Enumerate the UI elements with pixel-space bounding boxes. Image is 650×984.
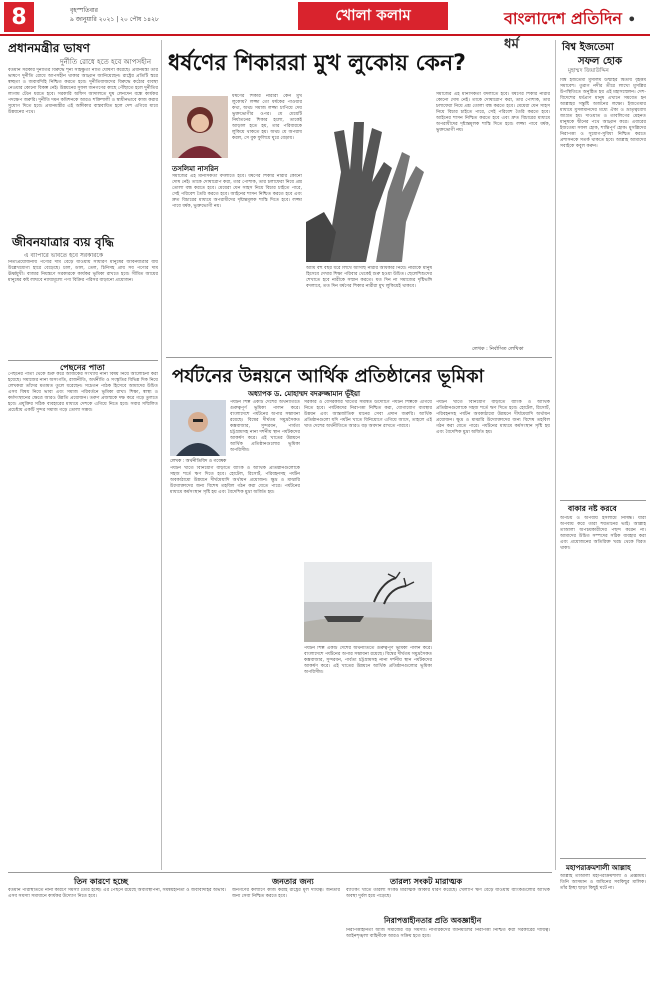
divider [560, 858, 646, 859]
hands-illustration [306, 92, 432, 262]
right-text-3: আল্লাহ তাআলা মহাপরাক্রমশালী ও প্রজ্ঞাময়। তিনি আসমান ও জমিনের সবকিছুর মালিক। তাঁর ইচ্ছা ছাড়া কিছুই ঘটে না। [560, 874, 646, 891]
logo-suffix: • ধর্ম [504, 13, 637, 52]
divider [8, 360, 158, 361]
col1-sub-2: এ ব্যাপারে ভাবতে হবে সরকারকে [24, 252, 104, 259]
main-text-2: সমাজের এই মানসিকতা বদলাতে হবে। ধর্ষণের শিকার নারীর কোনো দোষ নেই। তাকে দোষারোপ করা, তার পোশাক, তার চলাফেরা নিয়ে প্রশ্ন তোলা বন্ধ করতে হবে। মেয়েরা যেন সাহস নিয়ে বিচার চাইতে পারে, সেই পরিবেশ তৈরি করতে হবে। আইনের শাসন নিশ্চিত করতে হবে এবং দ্রুত বিচারের মাধ্যমে অপরাধীদের দৃষ্টান্তমূলক শাস্তি দিতে হবে। লজ্জা পাবে ধর্ষক, ভুক্তভোগী নয়। [172, 174, 302, 209]
date-line: বৃহস্পতিবার ৯ জানুয়ারি ২০২১ | ২০ পৌষ ১৪২৮ [70, 7, 159, 23]
right-head: বিশ্ব ইজতেমা [562, 42, 614, 53]
tourism-text-5: পর্যটন খাতে বিনিয়োগ বাড়াতে ব্যাংক ও আর্থিক প্রতিষ্ঠানগুলোকে সহজ শর্তে ঋণ দিতে হবে। হোটেল, রিসোর্ট, পরিবহনসহ পর্যটন অবকাঠামো উন্নয়নে দীর্ঘমেয়াদি অর্থায়ন প্রয়োজন। ক্ষুদ্র ও মাঝারি উদ্যোক্তাদের জন্য বিশেষ তহবিল গঠন করা যেতে পারে। পর্যটনের মাধ্যমে কর্মসংস্থান সৃষ্টি হয় এবং বৈদেশিক মুদ্রা অর্জিত হয়। [436, 400, 550, 435]
divider [560, 500, 646, 501]
tourism-author-photo [170, 400, 226, 456]
right-head-3: মহাপরাক্রমশালী আল্লাহ [566, 864, 631, 872]
divider [8, 872, 552, 873]
tourism-text-2: পর্যটন খাতে বিনিয়োগ বাড়াতে ব্যাংক ও আর্থিক প্রতিষ্ঠানগুলোকে সহজ শর্তে ঋণ দিতে হবে। হোটেল, রিসোর্ট, পরিবহনসহ পর্যটন অবকাঠামো উন্নয়নে দীর্ঘমেয়াদি অর্থায়ন প্রয়োজন। ক্ষুদ্র ও মাঝারি উদ্যোক্তাদের জন্য বিশেষ তহবিল গঠন করা যেতে পারে। পর্যটনের মাধ্যমে কর্মসংস্থান সৃষ্টি হয় এবং বৈদেশিক মুদ্রা অর্জিত হয়। [170, 466, 300, 495]
bottom-text-3: ব্যাংকিং খাতে তারল্য সংকট মারাত্মক আকার ধারণ করেছে। খেলাপি ঋণ বেড়ে যাওয়ায় ব্যাংকগুলোর আর্থিক অবস্থা দুর্বল হয়ে পড়েছে। [346, 888, 550, 899]
tourism-byline: অধ্যাপক ড. মোহাম্মদ বদরুজ্জামান ভূঁইয়া [248, 390, 361, 398]
main-text-1: ধর্ষণের শিকার নারীরা কেন মুখ লুকোয়? লজ্জা তো ধর্ষকের পাওয়ার কথা, অথচ সমাজ লজ্জা চাপিয়ে দেয় ভুক্তভোগীর ওপর। যে মেয়েটি নির্যাতনের শিকার হলো, তাকেই আড়াল হতে হয়, তার পরিবারকে লুকিয়ে থাকতে হয়। অথচ যে অপরাধ করল, সে বুক ফুলিয়ে ঘুরে বেড়ায়। [232, 94, 302, 141]
tourism-text-4: পর্যটন শিল্প একটি দেশের অর্থনীতিতে গুরুত্বপূর্ণ ভূমিকা পালন করে। বাংলাদেশে পর্যটনের অপার সম্ভাবনা রয়েছে। বিশ্বের দীর্ঘতম সমুদ্রসৈকত কক্সবাজার, সুন্দরবন, পার্বত্য চট্টগ্রামসহ নানা দর্শনীয় স্থান পর্যটকদের আকর্ষণ করে। এই খাতের উন্নয়নে আর্থিক প্রতিষ্ঠানগুলোর ভূমিকা অপরিসীম। [304, 646, 432, 675]
col1-text-2: নিত্যপ্রয়োজনীয় পণ্যের দাম বেড়ে যাওয়ায় সাধারণ মানুষের জীবনযাত্রার ব্যয় উল্লেখযোগ্য হারে বেড়েছে। চাল, ডাল, তেল, চিনিসহ প্রায় সব পণ্যের দাম ঊর্ধ্বমুখী। বাজার নিয়ন্ত্রণে সরকারকে কার্যকর ভূমিকা রাখতে হবে। সীমিত আয়ের মানুষের কষ্ট লাঘবে ন্যায্যমূল্যে পণ্য বিক্রির পরিসর বাড়ানো প্রয়োজন। [8, 260, 158, 283]
divider [166, 357, 552, 358]
col1-text-1: বর্তমান সরকার দুর্নীতির বিরুদ্ধে শূন্য সহিষ্ণুতা নীতি ঘোষণা করেছে। প্রধানমন্ত্রী তাঁর ভাষণে দুর্নীতি রোধে আপসহীন থাকার আহ্বান জানিয়েছেন। রাষ্ট্রের প্রতিটি স্তরে স্বচ্ছতা ও জবাবদিহি নিশ্চিত করতে হবে। দুর্নীতিবাজদের বিরুদ্ধে কঠোর ব্যবস্থা নেওয়ার কোনো বিকল্প নেই। উন্নয়নের সুফল জনগণের কাছে পৌঁছাতে হলে দুর্নীতির লাগাম টেনে ধরতে হবে। সরকারি অফিস আদালতে ঘুষ লেনদেন বন্ধে কার্যকর পদক্ষেপ জরুরি। দুর্নীতি দমন কমিশনকে আরও শক্তিশালী ও স্বাধীনভাবে কাজ করার সুযোগ দিতে হবে। প্রধানমন্ত্রীর এই অঙ্গীকার বাস্তবায়িত হলে দেশ এগিয়ে যাবে উন্নয়নের পথে। [8, 68, 158, 115]
bottom-text-4: নিরাপত্তাহীনতা আজ সমাজের বড় সমস্যা। নাগরিকদের জানমালের নিরাপত্তা নিশ্চিত করা সরকারের দায়িত্ব। আইনশৃঙ্খলা বাহিনীকে আরও সক্রিয় হতে হবে। [346, 928, 550, 939]
col1-sub-1: দুর্নীতি রোধে হতে হবে আপসহীন [60, 58, 151, 66]
main-text-3: আমি বহু বছর ধরে লিখে আসছি নারীর অধিকার নিয়ে। নারীকে মানুষ হিসেবে দেখার শিক্ষা পরিবার থেকেই শুরু হওয়া উচিত। ছেলেশিশুদের শেখাতে হবে নারীকে সম্মান করতে। যত দিন না সমাজের দৃষ্টিভঙ্গি বদলাবে, তত দিন ধর্ষণের শিকার নারীরা মুখ লুকিয়েই থাকবে। [306, 266, 432, 289]
bottom-head-1: তিন কারণে হচ্ছে [74, 877, 128, 886]
bottom-head-4: নিরাপত্তাহীনতার প্রতি অবজ্ঞাহীন [384, 916, 482, 925]
tourism-headline: পর্যটনের উন্নয়নে আর্থিক প্রতিষ্ঠানের ভূমিকা [172, 366, 484, 387]
main-byline: তসলিমা নাসরিন [172, 165, 219, 173]
bottom-head-2: জনতার জন্য [272, 877, 314, 886]
col1-head-1: প্রধানমন্ত্রীর ভাষণ [8, 41, 90, 55]
bottom-text-2: জনগণের কল্যাণে কাজ করাই রাষ্ট্রের মূল দায়িত্ব। জনতার জন্য সেবা নিশ্চিত করতে হবে। [232, 888, 340, 899]
right-sub: সফল হোক [578, 56, 623, 67]
main-text-4: সমাজের এই মানসিকতা বদলাতে হবে। ধর্ষণের শিকার নারীর কোনো দোষ নেই। তাকে দোষারোপ করা, তার পোশাক, তার চলাফেরা নিয়ে প্রশ্ন তোলা বন্ধ করতে হবে। মেয়েরা যেন সাহস নিয়ে বিচার চাইতে পারে, সেই পরিবেশ তৈরি করতে হবে। আইনের শাসন নিশ্চিত করতে হবে এবং দ্রুত বিচারের মাধ্যমে অপরাধীদের দৃষ্টান্তমূলক শাস্তি দিতে হবে। লজ্জা পাবে ধর্ষক, ভুক্তভোগী নয়। [436, 92, 550, 133]
right-head-2: বাকার নষ্ট করবে [568, 504, 617, 513]
bottom-text-1: বর্তমান পরিস্থিতিতে নানা কারণে সমস্যা তৈরি হচ্ছে। এর পেছনে রয়েছে অব্যবস্থাপনা, সমন্বয়হীনতা ও জবাবদিহির অভাব। এসব সমস্যা সমাধানে কার্যকর উদ্যোগ নিতে হবে। [8, 888, 226, 899]
beach-photo [304, 562, 432, 642]
right-author: মুহাম্মদ জিয়াউদ্দিন [568, 68, 609, 74]
header-rule [0, 34, 650, 36]
col1-text-3: পেছনের পাতা থেকে শুরু করে আজকের সংখ্যায় নানা বিষয় নিয়ে আলোচনা করা হয়েছে। সমাজের নানা অসংগতি, রাজনীতি, অর্থনীতি ও সংস্কৃতির বিভিন্ন দিক নিয়ে লেখকরা তাঁদের মতামত তুলে ধরেছেন। সচেতন পাঠক হিসেবে আমাদের উচিত এসব বিষয় নিয়ে ভাবা এবং সমাজ পরিবর্তনে ভূমিকা রাখা। শিক্ষা, স্বাস্থ্য ও কর্মসংস্থানের ক্ষেত্রে আরও উন্নতি প্রয়োজন। তরুণ প্রজন্মকে দক্ষ করে গড়ে তুলতে হবে। প্রযুক্তির সঠিক ব্যবহারের মাধ্যমে দেশকে এগিয়ে নিতে হবে। সবার সম্মিলিত প্রচেষ্টায় একটি সুন্দর সমাজ গড়ে তোলা সম্ভব। [8, 372, 158, 413]
col-divider [555, 40, 556, 870]
right-text-1: বিশ্ব ইজতেমা মুসলিম উম্মাহর দ্বিতীয় বৃহত্তম সমাবেশ। তুরাগ নদীর তীরে লাখো মুসল্লির উপস্থিতিতে অনুষ্ঠিত হয় এই মহাসম্মেলন। দেশ-বিদেশের ধর্মপ্রাণ মানুষ এখানে সমবেত হন আল্লাহর সন্তুষ্টি অর্জনের লক্ষ্যে। ইজতেমার মাধ্যমে মুসলমানদের মধ্যে ঐক্য ও ভ্রাতৃত্ববোধ জাগ্রত হয়। দাওয়াত ও তাবলিগের মেহনত মানুষকে দ্বীনের পথে আহ্বান করে। এবারের ইজতেমা সফল হোক, শান্তিপূর্ণ হোক। মুসল্লিদের নিরাপত্তা ও সুযোগ-সুবিধা নিশ্চিত করতে প্রশাসনকে সতর্ক থাকতে হবে। আল্লাহ আমাদের সবাইকে কবুল করুন। [560, 78, 646, 149]
col-divider [161, 40, 162, 870]
main-caption: লেখক : নির্বাসিত লেখিকা [472, 346, 524, 352]
section-title: খোলা কলাম [298, 2, 448, 30]
main-headline: ধর্ষণের শিকাররা মুখ লুকোয় কেন? [168, 51, 466, 76]
col1-head-2: জীবনযাত্রার ব্যয় বৃদ্ধি [12, 235, 114, 249]
right-text-2: অপচয় ও অপব্যয় ইসলামে নিষিদ্ধ। যারা অপব্যয় করে তারা শয়তানের ভাই। আল্লাহ তাআলা অপচয়কারীদের পছন্দ করেন না। আমাদের উচিত সম্পদের সঠিক ব্যবহার করা এবং প্রয়োজনের অতিরিক্ত খরচ থেকে বিরত থাকা। [560, 516, 646, 551]
logo-main: বাংলাদেশ প্রতিদিন [504, 9, 622, 28]
tourism-text-1: পর্যটন শিল্প একটি দেশের অর্থনীতিতে গুরুত্বপূর্ণ ভূমিকা পালন করে। বাংলাদেশে পর্যটনের অপার সম্ভাবনা রয়েছে। বিশ্বের দীর্ঘতম সমুদ্রসৈকত কক্সবাজার, সুন্দরবন, পার্বত্য চট্টগ্রামসহ নানা দর্শনীয় স্থান পর্যটকদের আকর্ষণ করে। এই খাতের উন্নয়নে আর্থিক প্রতিষ্ঠানগুলোর ভূমিকা অপরিসীম। [230, 400, 300, 453]
tourism-caption: লেখক : অর্থনীতিবিদ ও গবেষক [170, 459, 227, 464]
author-photo [172, 96, 228, 158]
page-number: 8 [4, 2, 34, 32]
bottom-head-3: তারল্য সংকট মারাত্মক [390, 877, 463, 886]
tourism-text-3: সরকার ও বেসরকারি খাতের সমন্বিত উদ্যোগে পর্যটন শিল্পকে এগিয়ে নিতে হবে। পর্যটকদের নিরাপত্তা নিশ্চিত করা, যোগাযোগ ব্যবস্থার উন্নয়ন এবং আন্তর্জাতিক মানের সেবা প্রদান জরুরি। আর্থিক প্রতিষ্ঠানগুলো যদি পর্যটন খাতে বিনিয়োগে এগিয়ে আসে, তাহলে এই খাত দেশের অর্থনীতিতে আরও বড় অবদান রাখতে পারবে। [304, 400, 432, 429]
col1-head-3: পেছনের পাতা [60, 363, 105, 372]
